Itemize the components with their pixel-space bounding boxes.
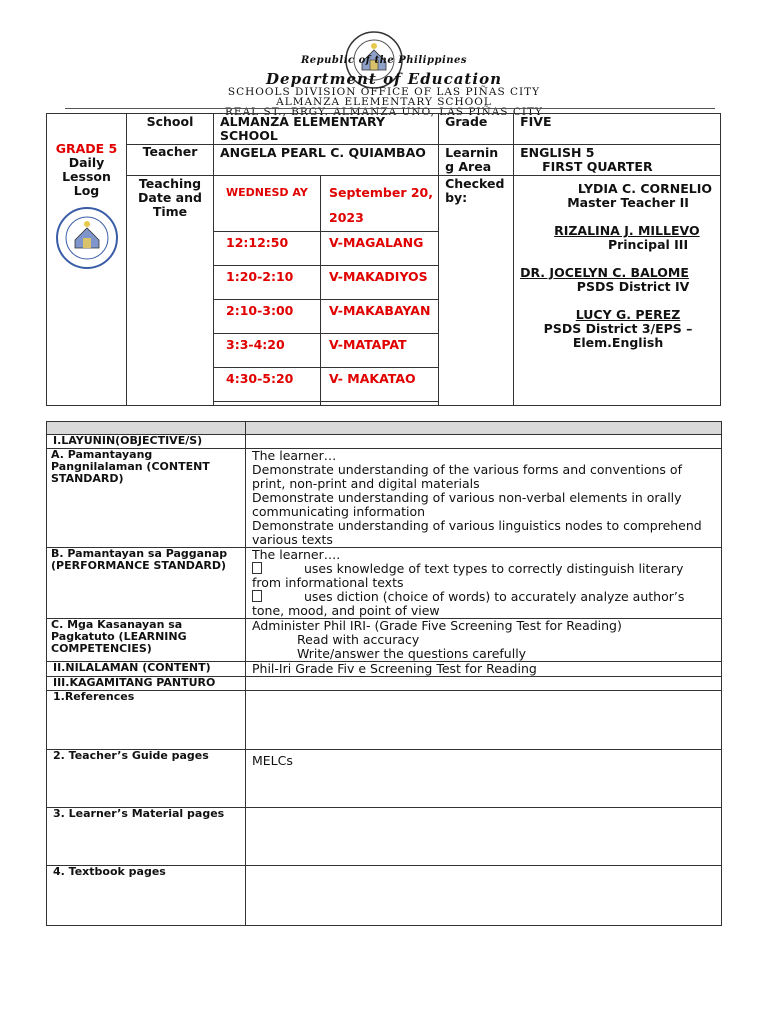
header-address: REAL ST., BRGY. ALMANZA UNO, LAS PIÑAS CITY bbox=[225, 106, 543, 118]
schedule-section: V- MAKATAO bbox=[321, 367, 439, 401]
bullet-box-icon bbox=[252, 562, 262, 574]
lesson-label: Lesson bbox=[62, 169, 111, 184]
performance-intro: The learner…. bbox=[252, 547, 341, 562]
learners-material-value bbox=[246, 808, 722, 866]
schedule-time: 1:20-2:10 bbox=[214, 265, 321, 299]
schedule-time: 4:30-5:20 bbox=[214, 367, 321, 401]
checked-by-label: Checked by: bbox=[439, 176, 514, 406]
content-label: II.NILALAMAN (CONTENT) bbox=[47, 662, 246, 677]
left-panel bbox=[47, 114, 127, 406]
performance-item: uses knowledge of text types to correctly distinguish literary from informational texts bbox=[252, 561, 684, 590]
header-division: SCHOOLS DIVISION OFFICE OF LAS PIÑAS CITY bbox=[227, 86, 541, 98]
lesson-info-table bbox=[46, 113, 721, 406]
schedule-time: 3:3-4:20 bbox=[214, 333, 321, 367]
content-standard-line: The learner… bbox=[252, 448, 337, 463]
content-standard-value bbox=[246, 449, 722, 548]
teachers-guide-label: 2. Teacher’s Guide pages bbox=[47, 750, 246, 808]
textbook-label: 4. Textbook pages bbox=[47, 866, 246, 926]
date-value: September 20, 2023 bbox=[321, 176, 439, 231]
schedule-time: 12:12:50 bbox=[214, 231, 321, 265]
references-value bbox=[246, 691, 722, 750]
school-label: School bbox=[127, 114, 214, 145]
teacher-value: ANGELA PEARL C. QUIAMBAO bbox=[214, 145, 439, 176]
day-value: WEDNESD AY bbox=[214, 176, 321, 231]
lesson-plan-table bbox=[46, 421, 722, 926]
school-seal-logo bbox=[55, 206, 119, 270]
content-standard-line: Demonstrate understanding of the various forms and conventions of print, non-print and digital materials bbox=[252, 462, 682, 491]
header-school: ALMANZA ELEMENTARY SCHOOL bbox=[276, 96, 492, 108]
objectives-value bbox=[246, 435, 722, 449]
header-republic: Republic of the Philippines bbox=[300, 55, 467, 66]
objectives-label: I.LAYUNIN(OBJECTIVE/S) bbox=[47, 435, 246, 449]
learning-area-value: ENGLISH 5 bbox=[520, 145, 595, 160]
textbook-value bbox=[246, 866, 722, 926]
schedule-section: V-MATAPAT bbox=[321, 333, 439, 367]
materials-value bbox=[246, 677, 722, 691]
teaching-date-label: Teaching Date and Time bbox=[127, 176, 214, 406]
content-standard-label: A. Pamantayang Pangnilalaman (CONTENT STANDARD) bbox=[47, 449, 246, 548]
competencies-value bbox=[246, 619, 722, 662]
performance-standard-label: B. Pamantayan sa Pagganap (PERFORMANCE STANDARD) bbox=[47, 548, 246, 619]
performance-standard-value bbox=[246, 548, 722, 619]
competency-line: Write/answer the questions carefully bbox=[297, 646, 527, 661]
school-value: ALMANZA ELEMENTARY SCHOOL bbox=[214, 114, 439, 145]
daily-label: Daily bbox=[68, 155, 105, 170]
log-label: Log bbox=[73, 183, 100, 198]
learning-area-cell bbox=[514, 145, 721, 176]
checker-name: LUCY G. PEREZ bbox=[575, 307, 681, 322]
learning-area-label: Learnin g Area bbox=[439, 145, 514, 176]
schedule-row bbox=[214, 333, 438, 367]
checker-name: DR. JOCELYN C. BALOME bbox=[520, 265, 689, 280]
schedule-cell bbox=[214, 176, 439, 406]
checker-title: PSDS District 3/EPS – Elem.English bbox=[543, 321, 693, 350]
schedule-section: V-MAGALANG bbox=[321, 231, 439, 265]
learners-material-label: 3. Learner’s Material pages bbox=[47, 808, 246, 866]
references-label: 1.References bbox=[47, 691, 246, 750]
schedule-row bbox=[214, 367, 438, 401]
content-standard-line: Demonstrate understanding of various non-verbal elements in orally communicating information bbox=[252, 490, 682, 519]
competency-line: Administer Phil IRI- (Grade Five Screening Test for Reading) bbox=[252, 618, 622, 633]
checker-name: RIZALINA J. MILLEVO bbox=[554, 223, 700, 238]
grade-value: FIVE bbox=[514, 114, 721, 145]
content-value: Phil-Iri Grade Fiv e Screening Test for Reading bbox=[246, 662, 722, 677]
schedule-table bbox=[214, 176, 438, 405]
competency-line: Read with accuracy bbox=[297, 632, 420, 647]
bullet-box-icon bbox=[252, 590, 262, 602]
checker-title: PSDS District IV bbox=[576, 279, 690, 294]
schedule-row bbox=[214, 265, 438, 299]
checker-name: LYDIA C. CORNELIO bbox=[577, 181, 712, 196]
header-department: Department of Education bbox=[266, 70, 502, 88]
schedule-row bbox=[214, 299, 438, 333]
teachers-guide-value: MELCs bbox=[246, 750, 722, 808]
header-band bbox=[47, 422, 246, 435]
schedule-spacer bbox=[321, 401, 439, 405]
grade-label: Grade bbox=[439, 114, 514, 145]
teacher-label: Teacher bbox=[127, 145, 214, 176]
header-band bbox=[246, 422, 722, 435]
schedule-section: V-MAKADIYOS bbox=[321, 265, 439, 299]
checker-title: Master Teacher II bbox=[567, 195, 689, 210]
schedule-row bbox=[214, 231, 438, 265]
materials-label: III.KAGAMITANG PANTURO bbox=[47, 677, 246, 691]
competencies-label: C. Mga Kasanayan sa Pagkatuto (LEARNING COMPETENCIES) bbox=[47, 619, 246, 662]
quarter-value: FIRST QUARTER bbox=[542, 159, 653, 174]
schedule-section: V-MAKABAYAN bbox=[321, 299, 439, 333]
performance-item: uses diction (choice of words) to accurately analyze author’s tone, mood, and point of view bbox=[252, 589, 685, 618]
header-divider bbox=[65, 108, 715, 109]
schedule-spacer bbox=[214, 401, 321, 405]
checkers-cell bbox=[514, 176, 721, 406]
checker-title: Principal III bbox=[607, 237, 689, 252]
content-standard-line: Demonstrate understanding of various linguistics nodes to comprehend various texts bbox=[252, 518, 702, 547]
schedule-time: 2:10-3:00 bbox=[214, 299, 321, 333]
grade-title: GRADE 5 bbox=[55, 141, 118, 156]
